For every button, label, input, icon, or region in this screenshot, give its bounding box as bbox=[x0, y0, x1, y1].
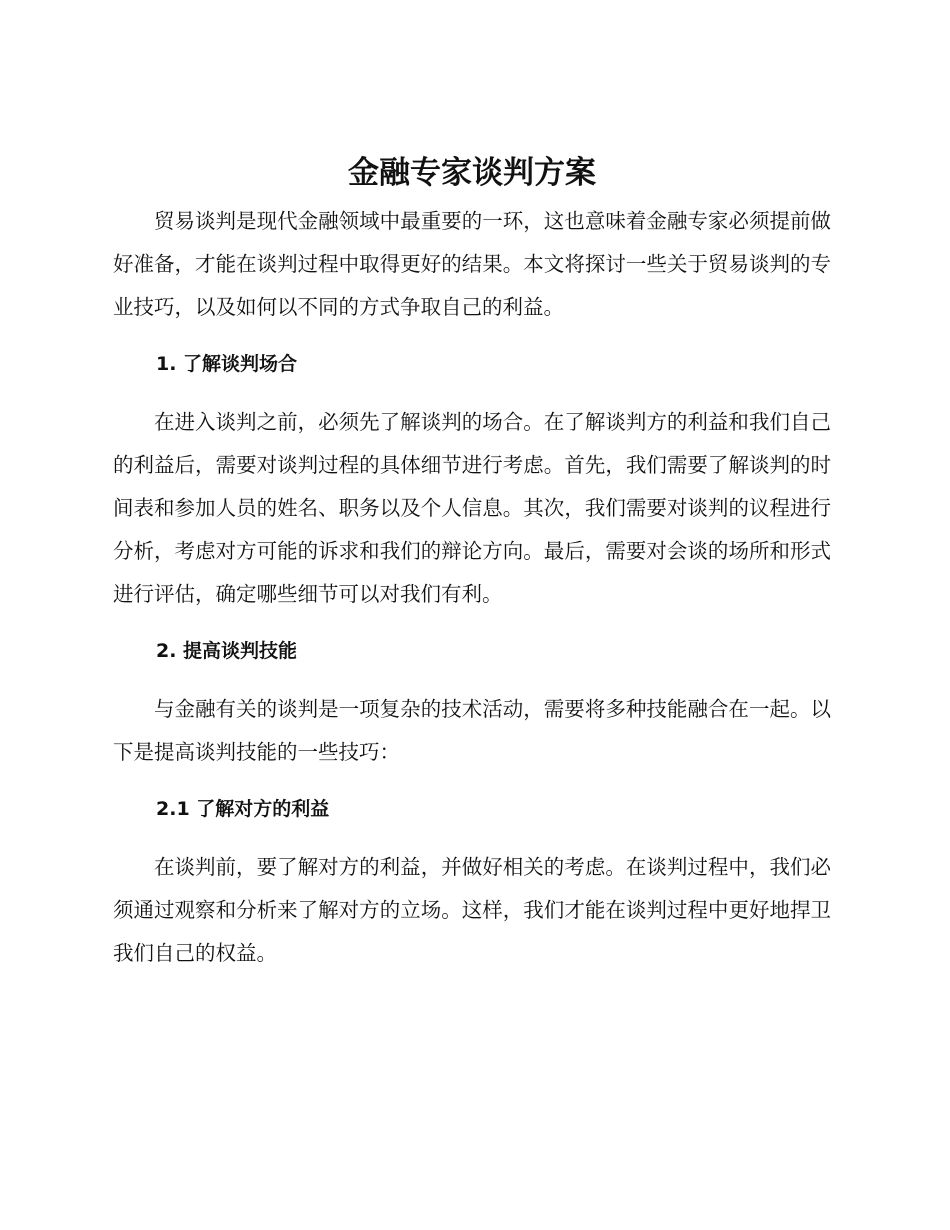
section-body-2: 与金融有关的谈判是一项复杂的技术活动，需要将多种技能融合在一起。以下是提高谈判技能的一些技巧： bbox=[113, 697, 831, 764]
section-heading-2-1: 2.1 了解对方的利益 bbox=[156, 798, 330, 820]
section-heading-2: 2. 提高谈判技能 bbox=[156, 640, 298, 662]
document-page bbox=[113, 150, 831, 975]
section-heading-1: 1. 了解谈判场合 bbox=[156, 353, 298, 375]
section-body-2-1: 在谈判前，要了解对方的利益，并做好相关的考虑。在谈判过程中，我们必须通过观察和分析来了解对方的立场。这样，我们才能在谈判过程中更好地捍卫我们自己的权益。 bbox=[113, 855, 831, 965]
document-title: 金融专家谈判方案 bbox=[348, 155, 596, 191]
intro-paragraph: 贸易谈判是现代金融领域中最重要的一环，这也意味着金融专家必须提前做好准备，才能在谈判过程中取得更好的结果。本文将探讨一些关于贸易谈判的专业技巧，以及如何以不同的方式争取自己的利益。 bbox=[113, 209, 831, 319]
section-body-1: 在进入谈判之前，必须先了解谈判的场合。在了解谈判方的利益和我们自己的利益后，需要对谈判过程的具体细节进行考虑。首先，我们需要了解谈判的时间表和参加人员的姓名、职务以及个人信息。其次，我们需要对谈判的议程进行分析，考虑对方可能的诉求和我们的辩论方向。最后，需要对会谈的场所和形式进行评估，确定哪些细节可以对我们有利。 bbox=[113, 410, 831, 606]
